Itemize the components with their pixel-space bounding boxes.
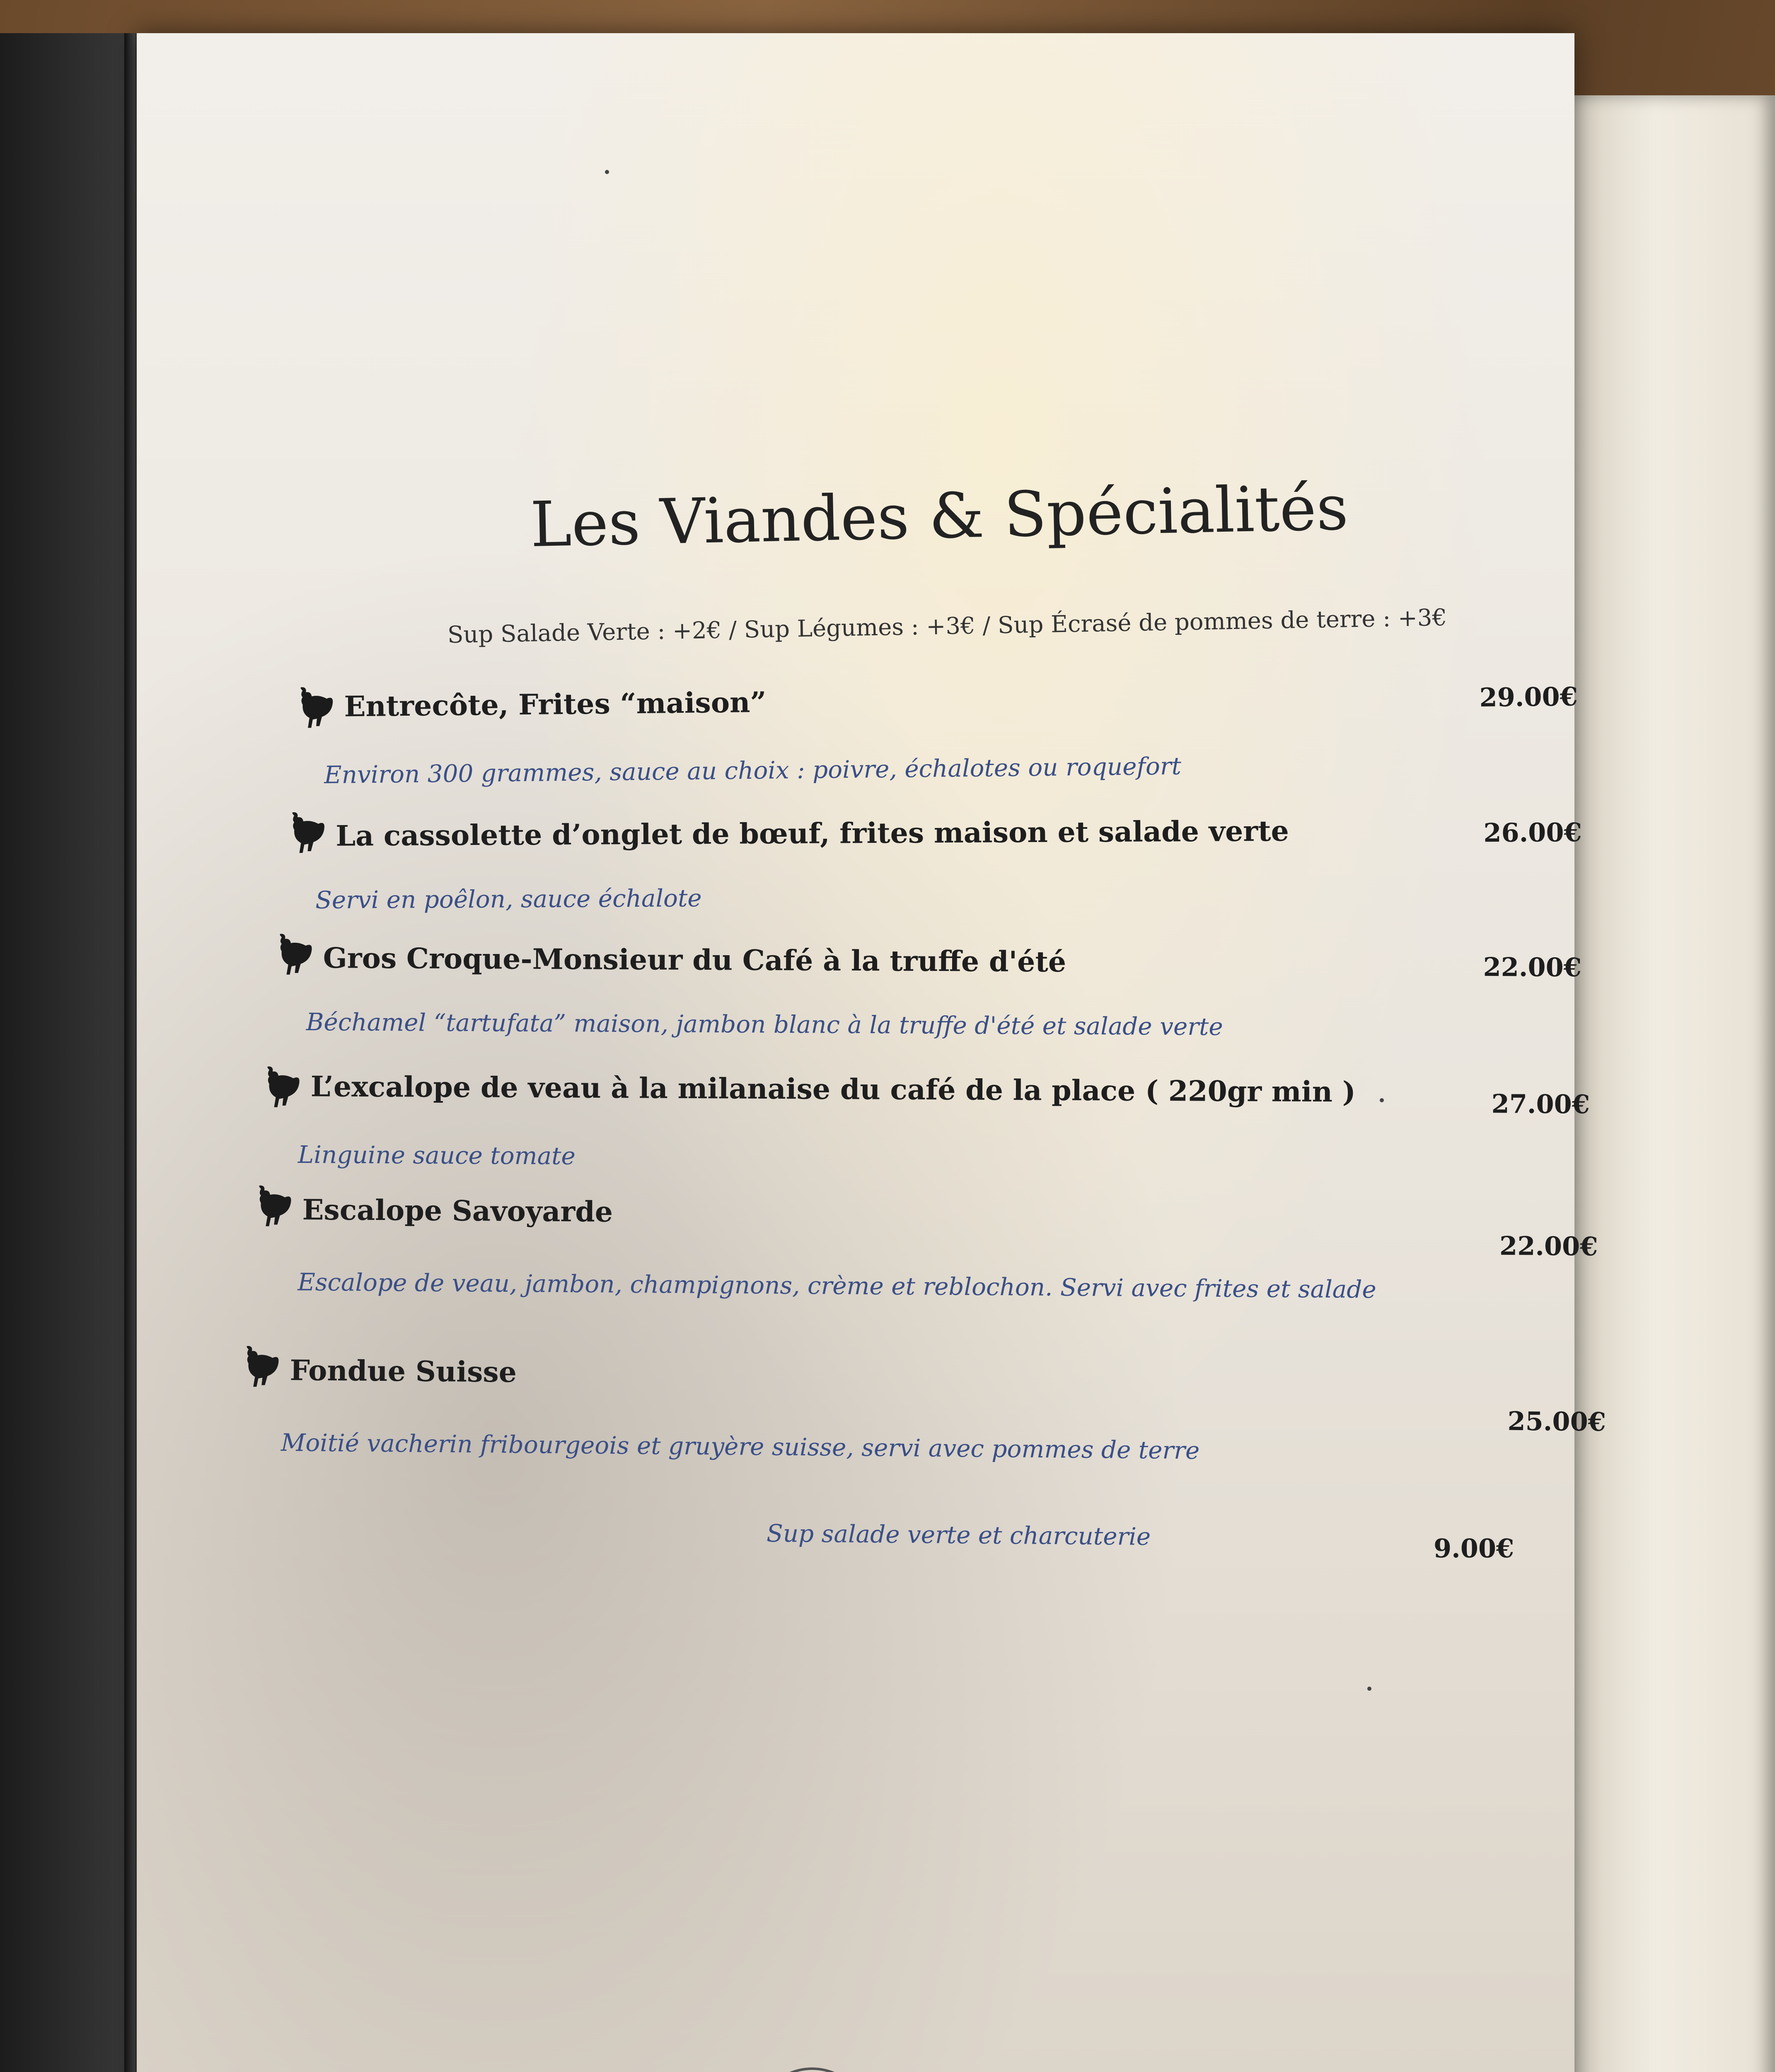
dish-description: Escalope de veau, jambon, champignons, crème et reblochon. Servi avec frites et salade bbox=[297, 1268, 1376, 1304]
dish-description: Linguine sauce tomate bbox=[297, 1140, 576, 1170]
menu-binder-spine bbox=[124, 33, 135, 2072]
dish-name: Entrecôte, Frites “maison” bbox=[344, 685, 767, 724]
next-page-edge bbox=[1574, 95, 1775, 2072]
rooster-icon bbox=[294, 686, 336, 732]
dish-name: La cassolette d’onglet de bœuf, frites maison et salade verte bbox=[336, 814, 1289, 853]
menu-page bbox=[137, 33, 1606, 2072]
dish-description: Servi en poêlon, sauce échalote bbox=[315, 884, 702, 915]
dish-name: L’excalope de veau à la milanaise du café de la place ( 220gr min ) bbox=[310, 1070, 1356, 1109]
menu-item bbox=[294, 673, 1620, 789]
dish-description: Béchamel “tartufata” maison, jambon blanc à la truffe d'été et salade verte bbox=[306, 1008, 1223, 1041]
extra-supplement-price: 9.00€ bbox=[1434, 1533, 1514, 1564]
decorative-dot bbox=[1380, 1098, 1384, 1102]
dish-name: Gros Croque-Monsieur du Café à la truffe d'été bbox=[323, 942, 1066, 979]
cafe-logo-seal bbox=[750, 2064, 874, 2072]
decorative-dot bbox=[1367, 1687, 1371, 1691]
dish-price: 29.00€ bbox=[1479, 681, 1578, 713]
dish-price: 26.00€ bbox=[1483, 817, 1582, 848]
rooster-icon bbox=[261, 1066, 302, 1112]
rooster-icon bbox=[286, 811, 328, 857]
menu-content bbox=[137, 33, 1606, 2072]
dish-description: Environ 300 grammes, sauce au choix : poivre, échalotes ou roquefort bbox=[324, 752, 1182, 789]
rooster-icon bbox=[240, 1345, 282, 1391]
dish-price: 22.00€ bbox=[1499, 1230, 1598, 1262]
dish-price: 27.00€ bbox=[1491, 1089, 1590, 1120]
dish-description: Moitié vacherin fribourgeois et gruyère suisse, servi avec pommes de terre bbox=[281, 1428, 1200, 1465]
menu-item bbox=[240, 1345, 1606, 1465]
extra-supplement-label: Sup salade verte et charcuterie bbox=[766, 1519, 1151, 1551]
menu-item bbox=[261, 1066, 1590, 1170]
dish-price: 22.00€ bbox=[1483, 951, 1582, 983]
dish-name: Fondue Suisse bbox=[290, 1354, 517, 1389]
page-title: Les Viandes & Spécialités bbox=[530, 472, 1349, 561]
menu-item bbox=[273, 933, 1599, 1041]
rooster-icon bbox=[273, 933, 315, 979]
rooster-icon bbox=[252, 1185, 294, 1231]
dish-name: Escalope Savoyarde bbox=[302, 1193, 613, 1229]
menu-item bbox=[253, 1185, 1598, 1304]
decorative-dot bbox=[605, 170, 609, 174]
menu-item bbox=[286, 805, 1612, 915]
menu-binder-cover bbox=[0, 33, 137, 2072]
dish-price: 25.00€ bbox=[1507, 1406, 1606, 1437]
supplements-line: Sup Salade Verte : +2€ / Sup Légumes : +3€ / Sup Écrasé de pommes de terre : +3€ bbox=[447, 604, 1447, 649]
